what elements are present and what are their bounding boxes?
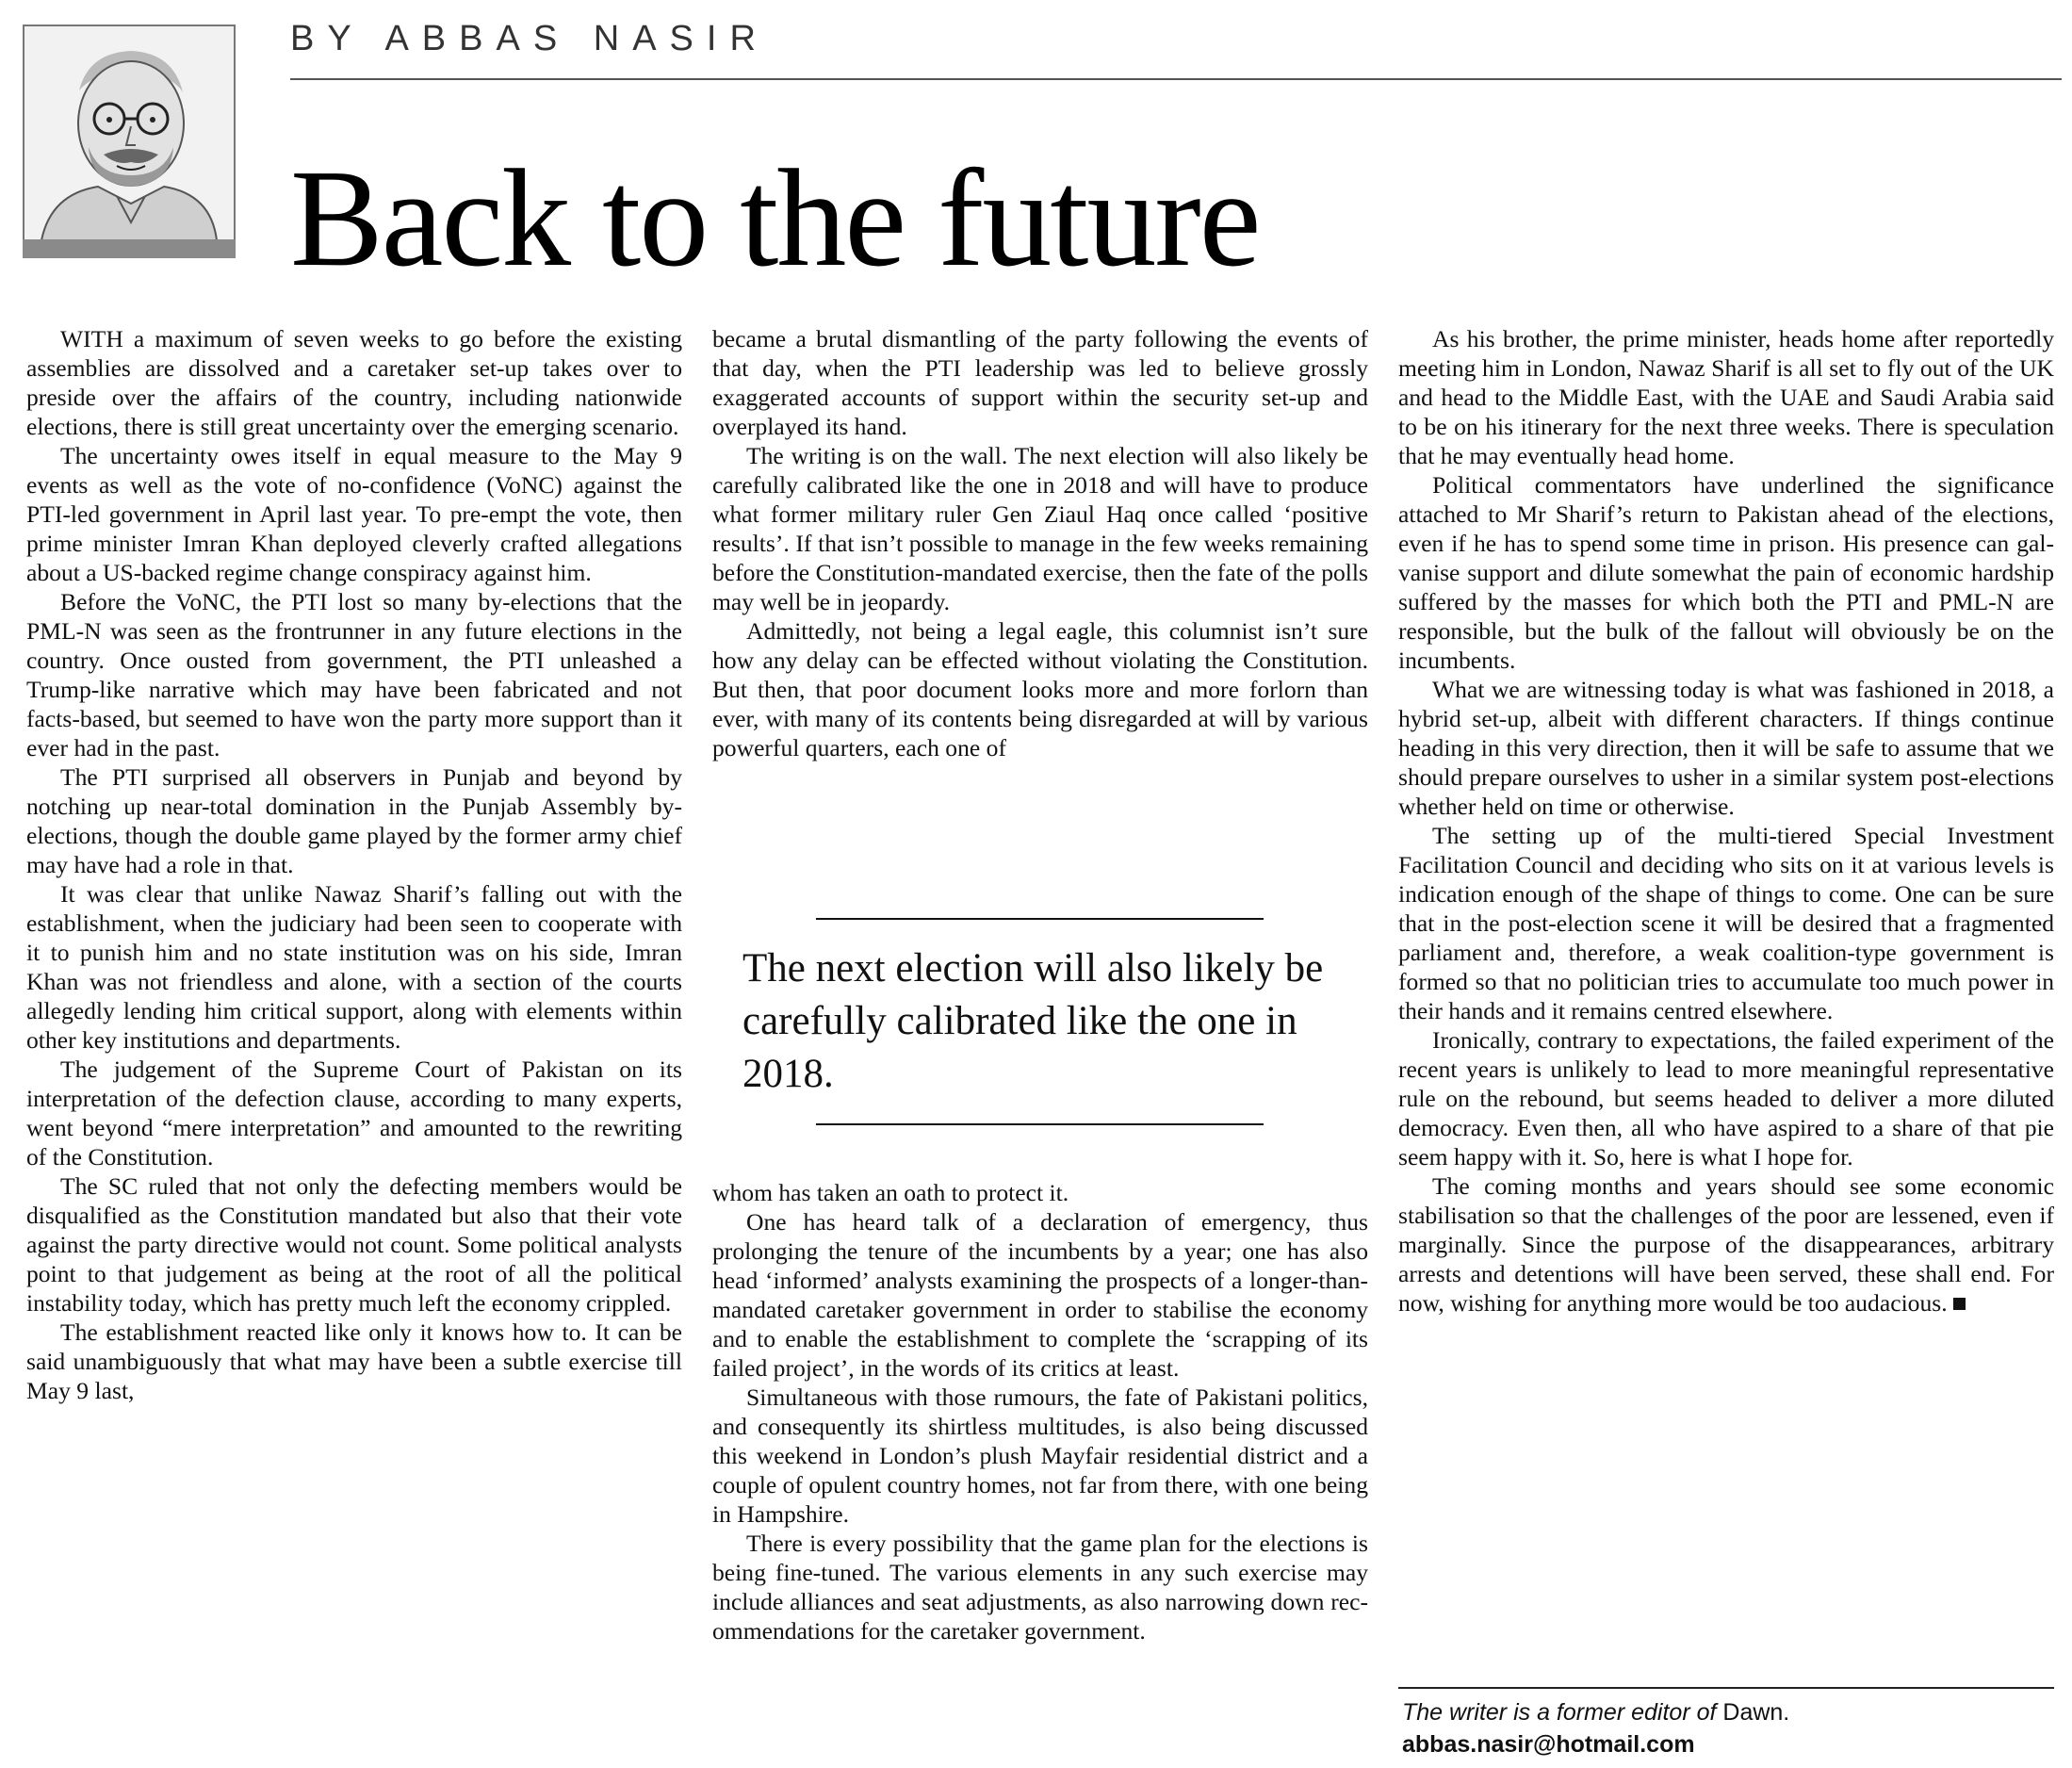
article-column-2-top xyxy=(712,324,1368,762)
article-column-2-bottom xyxy=(712,1178,1368,1645)
paragraph: The SC ruled that not only the defecting members would be disqualified as the Constitution mandated but also that their vote against the party directive would not count. Some political analysts point to that judgement as being at the root of all the political instability today, which has pretty much left the economy crippled. xyxy=(26,1172,682,1317)
paragraph: There is every possibility that the game plan for the elections is being fine-tuned. The various elements in any such exercise may include alliances and seat adjustments, as also narrowing down recommendations for the caretaker government. xyxy=(712,1530,1368,1645)
paragraph xyxy=(1398,1171,2054,1318)
byline: BY ABBAS NASIR xyxy=(290,19,769,58)
writer-note xyxy=(1402,1698,1789,1727)
paragraph: The judgement of the Supreme Court of Pakistan on its interpretation of the defection clause, according to many experts, went beyond “mere interpretation” and amounted to the rewriting of the Constitution. xyxy=(26,1056,682,1170)
paragraph: The setting up of the multi-tiered Special Investment Facilitation Council and deciding who sits on it at various levels is indication enough of the shape of things to come. One can be sure that in the post-election scene it will be desired that a fragmented parliament and, therefore, a weak coalition-type government is formed so that no politician tries to accumulate too much power in their hands and it remains centred elsewhere. xyxy=(1398,822,2054,1024)
writer-email[interactable]: abbas.nasir@hotmail.com xyxy=(1402,1731,1695,1758)
paragraph: As his brother, the prime minister, heads home after reportedly meeting him in London, Nawaz Sharif is all set to fly out of the UK and head to the Middle East, with the UAE and Saudi Arabia said to be on his itinerary for the next three weeks. There is speculation that he may eventually head home. xyxy=(1398,325,2054,469)
paragraph: The writing is on the wall. The next election will also likely be carefully calibrated like the one in 2018 and will have to produce what former military ruler Gen Ziaul Haq once called ‘positive results’. If that isn’t possible to manage in the few weeks remaining before the Constitution-mandated exercise, then the fate of the polls may well be in jeopardy. xyxy=(712,442,1368,615)
paragraph: What we are witnessing today is what was fashioned in 2018, a hybrid set-up, albeit with different characters. If things continue heading in this very direction, then it will be safe to assume that we should prepare ourselves to usher in a similar system post-elections whether held on time or otherwise. xyxy=(1398,676,2054,820)
pull-quote: The next election will also likely be carefully calibrated like the one in 2018. xyxy=(742,946,1324,1096)
publication-name: Dawn. xyxy=(1722,1699,1790,1726)
headline: Back to the future xyxy=(290,141,1260,296)
footer-divider xyxy=(1398,1687,2054,1689)
author-portrait xyxy=(23,25,236,262)
pull-quote-rule-top xyxy=(816,918,1264,920)
writer-note-text: The writer is a former editor of xyxy=(1402,1699,1723,1726)
paragraph: Simultaneous with those rumours, the fate of Pakistani politics, and consequently its shirtless multitudes, is also being discussed this weekend in London’s plush Mayfair residential district and a couple of opulent country homes, not far from there, with one being in Hampshire. xyxy=(712,1383,1368,1528)
byline-divider xyxy=(290,78,2062,80)
pull-quote-rule-bottom xyxy=(816,1123,1264,1125)
paragraph: WITH a maximum of seven weeks to go before the existing assemblies are dissolved and a caretaker set-up takes over to preside over the affairs of the country, including nationwide elections, there is still great uncertainty over the emerging scenario. xyxy=(26,325,682,440)
paragraph: The PTI surprised all observers in Punjab and beyond by notching up near-total domination in the Punjab Assembly by-elections, though the double game played by the former army chief may have had a role in that. xyxy=(26,763,682,878)
end-mark-square-icon xyxy=(1953,1298,1966,1310)
paragraph: whom has taken an oath to protect it. xyxy=(712,1179,1069,1206)
paragraph: Admittedly, not being a legal eagle, this columnist isn’t sure how any delay can be effected without violating the Constitution. But then, that poor document looks more and more forlorn than ever, with many of its contents being disregarded at will by various powerful quarters, each one of xyxy=(712,617,1368,761)
author-portrait-image xyxy=(23,25,236,241)
paragraph: became a brutal dismantling of the party following the events of that day, when the PTI leadership was led to believe grossly exaggerated accounts of support within the security set-up and overplayed its hand. xyxy=(712,325,1368,440)
paragraph: The uncertainty owes itself in equal measure to the May 9 events as well as the vote of no-confidence (VoNC) against the PTI-led government in April last year. To pre-empt the vote, then prime minister Imran Khan deployed cleverly crafted allegations about a US-backed regime change conspiracy against him. xyxy=(26,442,682,586)
paragraph: It was clear that unlike Nawaz Sharif’s falling out with the establishment, when the judiciary had been seen to cooperate with it to punish him and no state institution was on his side, Imran Khan was not friendless and alone, with a section of the courts allegedly lending him critical support, along with elements within other key institutions and departments. xyxy=(26,880,682,1054)
paragraph-text: The coming months and years should see some economic stabilisation so that the challenges of the poor are lessened, even if marginally. Since the purpose of the disappearances, arbitrary arrests and detentions will have been served, these shall end. For now, wishing for anything more would be too audacious. xyxy=(1398,1172,2054,1317)
paragraph: The establishment reacted like only it knows how to. It can be said unambiguously that what may have been a subtle exercise till May 9 last, xyxy=(26,1318,682,1404)
paragraph: Political commentators have underlined the significance attached to Mr Sharif’s return to Pakistan ahead of the elections, even if he has to spend some time in prison. His presence can galvanise support and dilute somewhat the pain of economic hardship suffered by the masses for which both the PTI and PML-N are responsible, but the bulk of the fallout will obviously be on the incumbents. xyxy=(1398,471,2054,674)
portrait-caption-bar xyxy=(23,239,236,258)
paragraph: One has heard talk of a declaration of emergency, thus prolonging the tenure of the incumbents by a year; one has also head ‘informed’ analysts examining the prospects of a longer-than-mandated caretaker government in order to stabilise the economy and to enable the establishment to complete the ‘scrapping of its failed project’, in the words of its critics at least. xyxy=(712,1208,1368,1382)
paragraph: Before the VoNC, the PTI lost so many by-elections that the PML-N was seen as the frontrunner in any future elections in the country. Once ousted from government, the PTI unleashed a Trump-like narrative which may have been fabricated and not facts-based, but seemed to have won the party more support than it ever had in the past. xyxy=(26,588,682,761)
article-column-3 xyxy=(1398,324,2054,1318)
paragraph: Ironically, contrary to expectations, the failed experiment of the recent years is unlikely to lead to more meaningful representative rule on the rebound, but seems headed to deliver a more diluted democracy. Even then, all who have aspired to a share of that pie seem happy with it. So, here is what I hope for. xyxy=(1398,1026,2054,1170)
article-column-1 xyxy=(26,324,682,1405)
